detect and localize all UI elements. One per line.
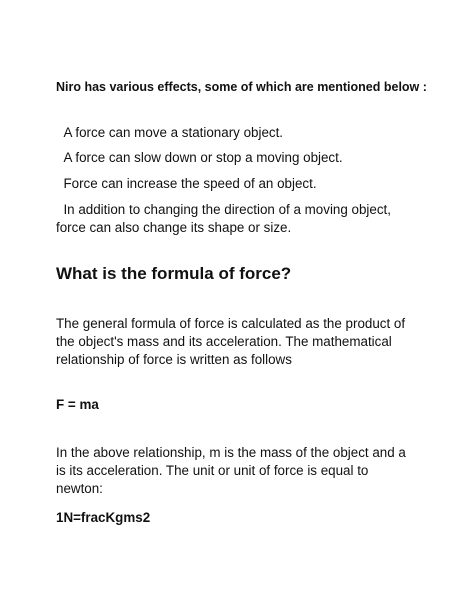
- effect-item-2: A force can slow down or stop a moving object.: [56, 150, 343, 165]
- effect-item-3: Force can increase the speed of an object.: [56, 176, 317, 191]
- force-formula: F = ma: [56, 397, 99, 412]
- effect-item-1: A force can move a stationary object.: [56, 125, 284, 140]
- section-heading: What is the formula of force?: [56, 264, 292, 283]
- formula-explanation-paragraph: The general formula of force is calculated as the product of the object's mass and its acceleration. The mathematical relationship of force is written as follows: [56, 316, 406, 367]
- effect-item-4: In addition to changing the direction of a moving object, force can also change its shape or size.: [56, 202, 395, 235]
- newton-unit-formula: 1N=fracKgms2: [56, 510, 151, 525]
- intro-line: Niro has various effects, some of which are mentioned below :: [56, 80, 427, 94]
- unit-explanation-paragraph: In the above relationship, m is the mass of the object and a is its acceleration. The unit or unit of force is equal to newton:: [56, 445, 406, 496]
